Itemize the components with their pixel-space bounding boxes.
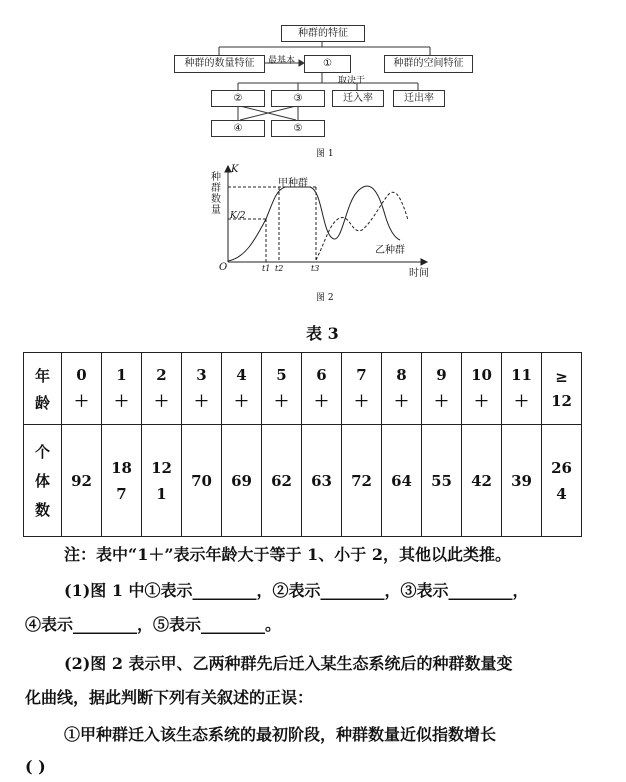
count-cell-line: 39 <box>511 471 532 490</box>
age-cell <box>182 353 222 425</box>
age-cell-line: 9 <box>436 366 447 384</box>
question-2-line-1: (2)图 2 表示甲、乙两种群先后迁入某生态系统后的种群数量变 <box>64 654 513 673</box>
count-cell <box>342 425 382 537</box>
row-header-count-line-2: 体 <box>34 472 50 490</box>
fig2-K: K <box>231 164 239 175</box>
fig1-box-2-label: ② <box>233 92 243 104</box>
row-header-count <box>24 425 62 537</box>
age-cell-line: 7 <box>356 366 367 384</box>
age-cell <box>62 353 102 425</box>
row-header-age-line-2: 龄 <box>34 393 50 412</box>
fig2-species-b: 乙种群 <box>375 245 405 256</box>
age-cell-line: ＋ <box>313 392 329 410</box>
fig1-box-quantity-traits-label: 种群的数量特征 <box>184 58 255 69</box>
age-cell-line: 4 <box>236 366 247 384</box>
count-cell-line: 92 <box>71 471 92 490</box>
fig1-caption: 图 1 <box>316 149 334 159</box>
fig1-box-emigration-label: 迁出率 <box>404 92 434 104</box>
count-cell <box>142 425 182 537</box>
count-cell-line: 72 <box>351 471 372 490</box>
fig1-label-depends: 取决于 <box>338 76 366 86</box>
count-cell-line: 42 <box>471 471 492 490</box>
table-title: 表 3 <box>306 324 339 343</box>
fig2-species-a: 甲种群 <box>278 178 308 189</box>
row-header-age-line-1: 年 <box>34 366 50 385</box>
age-cell-line: 11 <box>511 366 532 384</box>
age-cell-line: ＋ <box>73 392 89 410</box>
age-cell-line: ＋ <box>193 392 209 410</box>
table-note: 注：表中“1＋”表示年龄大于等于 1、小于 2，其他以此类推。 <box>64 545 511 564</box>
fig1-box-quantity-traits <box>174 55 265 73</box>
age-cell <box>542 353 582 425</box>
row-header-count-line-1: 个 <box>34 443 50 461</box>
count-cell <box>422 425 462 537</box>
count-cell <box>62 425 102 537</box>
count-cell <box>502 425 542 537</box>
fig2-t1: t1 <box>262 264 271 273</box>
age-cell <box>302 353 342 425</box>
fig2-y-label: 种群数量 <box>211 172 221 216</box>
count-cell-line: 12 <box>151 458 172 477</box>
count-cell-line: 63 <box>311 471 332 490</box>
fig2-x-label: 时间 <box>409 268 429 279</box>
figure2-graph <box>0 160 626 305</box>
count-cell-line: 4 <box>556 484 567 503</box>
count-cell <box>102 425 142 537</box>
age-cell-line: 6 <box>316 366 327 384</box>
fig1-box-4-label: ④ <box>233 122 243 134</box>
question-2-item-1: ①甲种群迁入该生态系统的最初阶段，种群数量近似指数增长 <box>64 725 497 744</box>
count-cell <box>462 425 502 537</box>
table-row-age <box>24 353 582 425</box>
age-cell-line: 3 <box>196 366 207 384</box>
fig1-box-1-label: ① <box>323 58 332 69</box>
count-cell-line: 62 <box>271 471 292 490</box>
age-cell-line: ≥ <box>555 367 568 386</box>
count-cell-line: 26 <box>551 458 572 477</box>
count-cell-line: 70 <box>191 471 212 490</box>
fig1-box-5-label: ⑤ <box>293 122 303 134</box>
age-structure-table <box>23 352 582 537</box>
age-cell <box>142 353 182 425</box>
age-cell <box>502 353 542 425</box>
count-cell <box>182 425 222 537</box>
fig2-caption: 图 2 <box>316 293 334 303</box>
table-row-count <box>24 425 582 537</box>
age-cell-line: ＋ <box>433 392 449 410</box>
age-cell-line: ＋ <box>233 392 249 410</box>
age-cell <box>102 353 142 425</box>
age-cell-line: 1 <box>116 366 127 384</box>
count-cell <box>542 425 582 537</box>
fig2-K2: K/2 <box>230 211 246 221</box>
age-cell-line: ＋ <box>513 392 529 410</box>
fig1-box-3-label: ③ <box>293 92 303 104</box>
question-2-line-2: 化曲线，据此判断下列有关叙述的正误： <box>25 688 314 707</box>
fig1-box-population-traits <box>281 25 365 42</box>
age-cell <box>422 353 462 425</box>
age-cell <box>342 353 382 425</box>
fig1-box-spatial-traits-label: 种群的空间特征 <box>393 58 464 69</box>
fig1-box-2 <box>211 90 265 107</box>
fig1-box-population-traits-label: 种群的特征 <box>298 27 348 39</box>
fig2-t3: t3 <box>311 264 320 273</box>
age-cell-line: ＋ <box>153 392 169 410</box>
fig1-box-3 <box>271 90 325 107</box>
fig1-box-emigration <box>393 90 445 107</box>
age-cell-line: 0 <box>76 366 87 384</box>
age-cell-line: 10 <box>471 366 492 384</box>
age-cell-line: 5 <box>276 366 287 384</box>
fig1-label-basic: 最基本 <box>268 56 296 66</box>
fig1-box-immigration-label: 迁入率 <box>343 92 373 104</box>
count-cell-line: 55 <box>431 471 452 490</box>
count-cell-line: 18 <box>111 458 132 477</box>
age-cell-line: 2 <box>156 366 167 384</box>
count-cell-line: 1 <box>156 484 167 503</box>
age-cell <box>262 353 302 425</box>
fig1-box-spatial-traits <box>384 55 473 73</box>
age-cell-line: ＋ <box>473 392 489 410</box>
age-cell <box>462 353 502 425</box>
age-cell-line: ＋ <box>353 392 369 410</box>
age-cell-line: 8 <box>396 366 407 384</box>
age-cell <box>222 353 262 425</box>
fig1-box-5 <box>271 120 325 137</box>
age-cell-line: ＋ <box>393 392 409 410</box>
count-cell-line: 64 <box>391 471 412 490</box>
count-cell-line: 7 <box>116 484 127 503</box>
question-2-item-1-answer: ( ) <box>25 757 46 776</box>
count-cell <box>382 425 422 537</box>
age-cell-line: 12 <box>551 391 572 410</box>
count-cell <box>302 425 342 537</box>
fig1-box-4 <box>211 120 265 137</box>
count-cell <box>222 425 262 537</box>
fig1-box-immigration <box>332 90 384 107</box>
age-cell <box>382 353 422 425</box>
age-cell-line: ＋ <box>113 392 129 410</box>
fig1-box-1 <box>304 55 351 73</box>
question-1-line-1: (1)图 1 中①表示________，②表示________，③表示________， <box>64 581 529 600</box>
fig2-origin: O <box>219 262 228 273</box>
age-cell-line: ＋ <box>273 392 289 410</box>
question-1-line-2: ④表示________，⑤表示________。 <box>25 615 282 634</box>
count-cell-line: 69 <box>231 471 252 490</box>
row-header-count-line-3: 数 <box>34 501 50 519</box>
count-cell <box>262 425 302 537</box>
row-header-age <box>24 353 62 425</box>
fig2-t2: t2 <box>275 264 284 273</box>
